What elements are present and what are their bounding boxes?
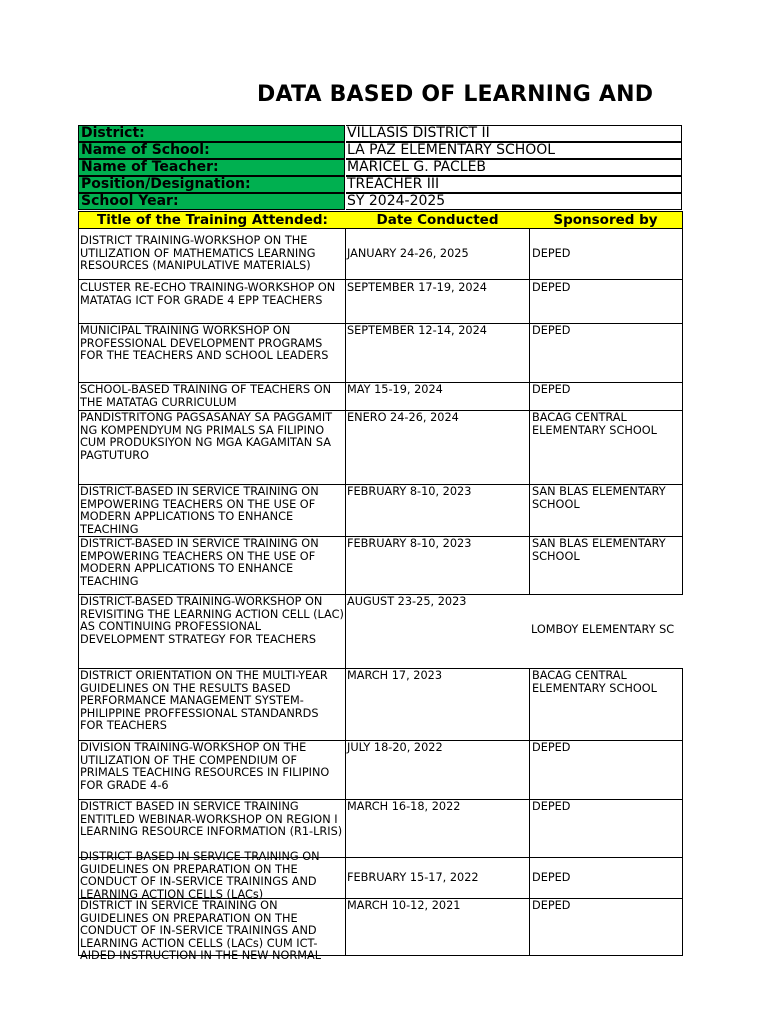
training-date: JULY 18-20, 2022: [347, 741, 443, 754]
district-value: VILLASIS DISTRICT II: [346, 125, 682, 142]
training-title: DISTRICT-BASED IN SERVICE TRAINING ON EMPOWERING TEACHERS ON THE USE OF MODERN APPLICATIONS TO ENHANCE TEACHING: [80, 537, 319, 588]
training-date: MARCH 17, 2023: [347, 669, 443, 682]
training-sponsor: SAN BLAS ELEMENTARY SCHOOL: [532, 485, 666, 511]
training-date: MARCH 10-12, 2021: [347, 899, 461, 912]
training-title: SCHOOL-BASED TRAINING OF TEACHERS ON THE MATATAG CURRICULUM: [80, 383, 332, 409]
training-title: DISTRICT IN SERVICE TRAINING ON GUIDELINES ON PREPARATION ON THE CONDUCT OF IN-SERVICE TRAININGS AND LEARNING ACTION CELLS (LACs) CUM ICT-AIDED INSTRUCTION IN THE NEW NORMAL: [80, 899, 322, 963]
table-row: [78, 383, 683, 411]
table-row: [78, 899, 683, 963]
training-sponsor: DEPED: [532, 899, 571, 912]
training-date: SEPTEMBER 17-19, 2024: [347, 281, 487, 294]
training-sponsor: BACAG CENTRAL ELEMENTARY SCHOOL: [532, 411, 657, 437]
training-title: DISTRICT-BASED IN SERVICE TRAINING ON EMPOWERING TEACHERS ON THE USE OF MODERN APPLICATIONS TO ENHANCE TEACHING: [80, 485, 319, 536]
page-title: DATA BASED OF LEARNING AND: [257, 82, 654, 107]
table-row: [78, 280, 683, 324]
training-date: JANUARY 24-26, 2025: [347, 247, 469, 260]
school-label: Name of School:: [78, 142, 345, 159]
training-date: FEBRUARY 15-17, 2022: [347, 871, 479, 884]
training-sponsor: DEPED: [532, 247, 571, 260]
training-title: DISTRICT BASED IN SERVICE TRAINING ENTITLED WEBINAR-WORKSHOP ON REGION I LEARNING RESOURCE INFORMATION (R1-LRIS): [80, 800, 343, 839]
teacher-label: Name of Teacher:: [78, 159, 345, 176]
training-title: MUNICIPAL TRAINING WORKSHOP ON PROFESSIONAL DEVELOPMENT PROGRAMS FOR THE TEACHERS AND SCHOOL LEADERS: [80, 324, 329, 363]
training-sponsor: DEPED: [532, 871, 571, 884]
table-row: [78, 485, 683, 537]
training-date: AUGUST 23-25, 2023: [347, 595, 467, 608]
training-sponsor: LOMBOY ELEMENTARY SC: [531, 623, 675, 636]
school-year-value: SY 2024-2025: [346, 193, 682, 210]
info-row-teacher: [78, 159, 682, 176]
table-header: [78, 211, 683, 229]
column-header-date: Date Conducted: [376, 212, 499, 228]
training-title: CLUSTER RE-ECHO TRAINING-WORKSHOP ON MATATAG ICT FOR GRADE 4 EPP TEACHERS: [80, 281, 336, 307]
training-date: MAY 15-19, 2024: [347, 383, 443, 396]
table-row: [78, 741, 683, 800]
training-sponsor: DEPED: [532, 281, 571, 294]
school-value: LA PAZ ELEMENTARY SCHOOL: [346, 142, 682, 159]
training-sponsor: DEPED: [532, 383, 571, 396]
training-date: FEBRUARY 8-10, 2023: [347, 537, 472, 550]
table-row: [78, 411, 683, 485]
training-title: DISTRICT ORIENTATION ON THE MULTI-YEAR GUIDELINES ON THE RESULTS BASED PERFORMANCE MANAGEMENT SYSTEM-PHILIPPINE PROFFESSIONAL STANDANRDS FOR TEACHERS: [80, 669, 328, 733]
info-row-position: [78, 176, 682, 193]
training-title: DISTRICT BASED IN SERVICE TRAINING ON GUIDELINES ON PREPARATION ON THE CONDUCT OF IN-SERVICE TRAININGS AND LEARNING ACTION CELLS (LACs): [80, 850, 320, 901]
training-title: DIVISION TRAINING-WORKSHOP ON THE UTILIZATION OF THE COMPENDIUM OF PRIMALS TEACHING RESOURCES IN FILIPINO FOR GRADE 4-6: [80, 741, 330, 792]
training-title: DISTRICT TRAINING-WORKSHOP ON THE UTILIZATION OF MATHEMATICS LEARNING RESOURCES (MANIPULATIVE MATERIALS): [80, 234, 316, 273]
info-row-school-year: [78, 193, 682, 210]
table-row: [78, 537, 683, 595]
position-label: Position/Designation:: [78, 176, 345, 193]
position-value: TREACHER III: [346, 176, 682, 193]
training-title: PANDISTRITONG PAGSASANAY SA PAGGAMIT NG KOMPENDYUM NG PRIMALS SA FILIPINO CUM PRODUKSIYON NG MGA KAGAMITAN SA PAGTUTURO: [80, 411, 333, 462]
info-row-district: [78, 125, 682, 142]
training-date: ENERO 24-26, 2024: [347, 411, 459, 424]
table-row: [78, 324, 683, 383]
table-row: [78, 595, 683, 669]
teacher-value: MARICEL G. PACLEB: [346, 159, 682, 176]
training-sponsor: BACAG CENTRAL ELEMENTARY SCHOOL: [532, 669, 657, 695]
table-row: [78, 229, 683, 280]
table-row: [78, 669, 683, 741]
training-date: FEBRUARY 8-10, 2023: [347, 485, 472, 498]
training-sponsor: DEPED: [532, 741, 571, 754]
training-sponsor: DEPED: [532, 324, 571, 337]
training-date: MARCH 16-18, 2022: [347, 800, 461, 813]
training-sponsor: SAN BLAS ELEMENTARY SCHOOL: [532, 537, 666, 563]
column-header-title: Title of the Training Attended:: [97, 212, 328, 228]
district-label: District:: [78, 125, 345, 142]
table-row: [78, 850, 683, 901]
school-year-label: School Year:: [78, 193, 345, 210]
info-row-school: [78, 142, 682, 159]
training-title: DISTRICT-BASED TRAINING-WORKSHOP ON REVISITING THE LEARNING ACTION CELL (LAC) AS CONTINUING PROFESSIONAL DEVELOPMENT STRATEGY FOR TEACHERS: [80, 595, 344, 646]
training-date: SEPTEMBER 12-14, 2024: [347, 324, 487, 337]
column-header-sponsor: Sponsored by: [553, 212, 658, 228]
training-sponsor: DEPED: [532, 800, 571, 813]
